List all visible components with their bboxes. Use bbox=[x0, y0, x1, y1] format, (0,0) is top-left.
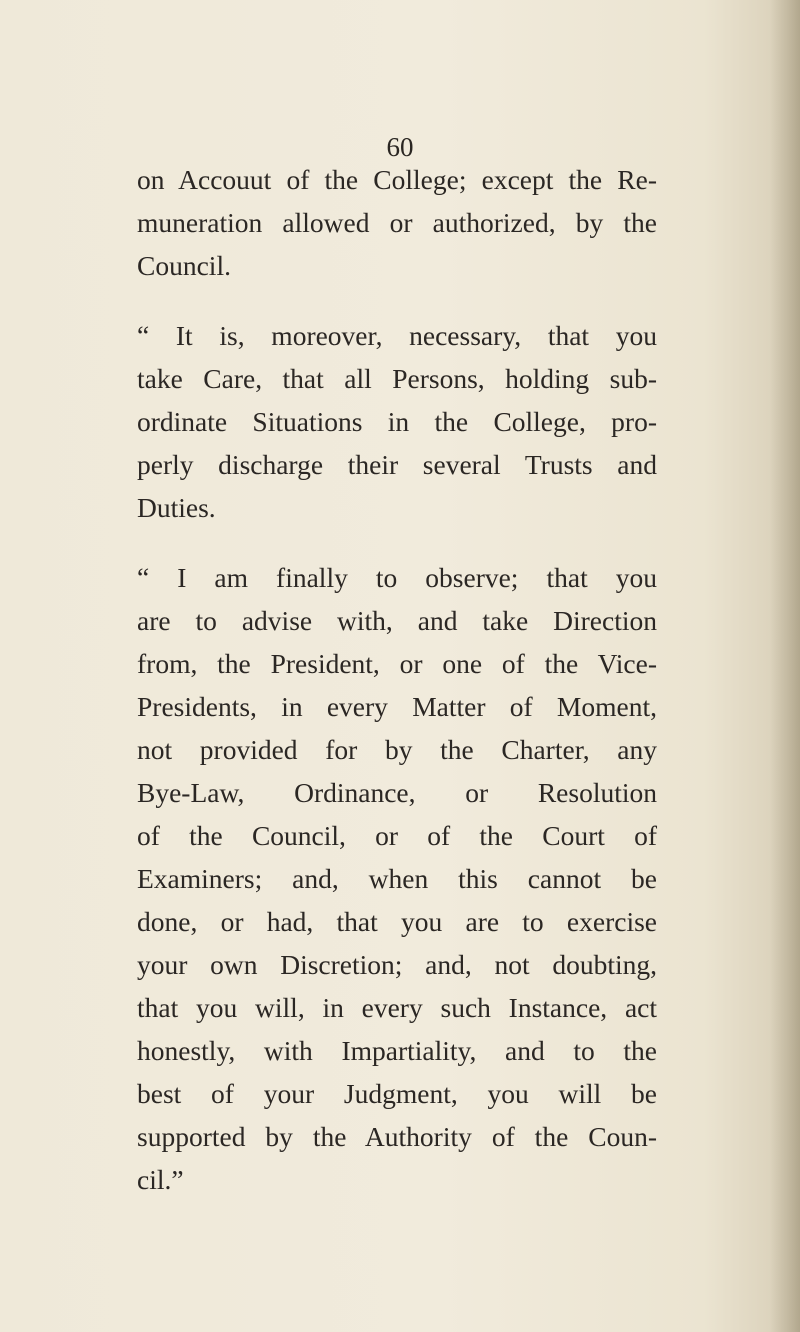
text-line: your own Discretion; and, not doubting, bbox=[137, 949, 657, 980]
text-line: Duties. bbox=[137, 492, 216, 523]
text-line: Presidents, in every Matter of Moment, bbox=[137, 691, 657, 722]
page-edge-shadow bbox=[770, 0, 800, 1332]
text-line: “ It is, moreover, necessary, that you bbox=[137, 320, 657, 351]
text-line: Examiners; and, when this cannot be bbox=[137, 863, 657, 894]
text-line: cil.” bbox=[137, 1164, 184, 1195]
text-line: done, or had, that you are to exercise bbox=[137, 906, 657, 937]
text-line: muneration allowed or authorized, by the bbox=[137, 207, 657, 238]
text-line: honestly, with Impartiality, and to the bbox=[137, 1035, 657, 1066]
text-line: best of your Judgment, you will be bbox=[137, 1078, 657, 1109]
text-line: perly discharge their several Trusts and bbox=[137, 449, 657, 480]
text-line: of the Council, or of the Court of bbox=[137, 820, 657, 851]
text-line: take Care, that all Persons, holding sub- bbox=[137, 363, 657, 394]
text-line: ordinate Situations in the College, pro- bbox=[137, 406, 657, 437]
text-line: not provided for by the Charter, any bbox=[137, 734, 657, 765]
page-number: 60 bbox=[386, 132, 414, 162]
text-line: on Accouut of the College; except the Re- bbox=[137, 164, 657, 195]
text-line: are to advise with, and take Direction bbox=[137, 605, 657, 636]
text-line: from, the President, or one of the Vice- bbox=[137, 648, 657, 679]
text-line: supported by the Authority of the Coun- bbox=[137, 1121, 657, 1152]
text-line: that you will, in every such Instance, act bbox=[137, 992, 657, 1023]
text-line: Council. bbox=[137, 250, 231, 281]
text-line: Bye-Law, Ordinance, or Resolution bbox=[137, 777, 657, 808]
text-line: “ I am finally to observe; that you bbox=[137, 562, 657, 593]
